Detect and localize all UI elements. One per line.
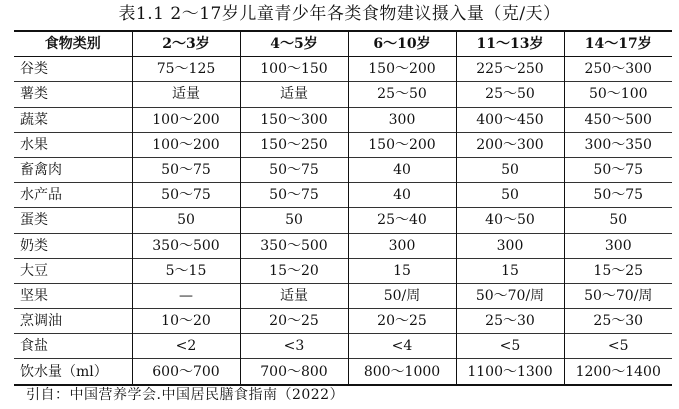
table-cell: 25～30 <box>564 309 672 334</box>
table-cell: 300 <box>348 107 456 132</box>
table-cell: 50 <box>456 157 564 182</box>
table-row <box>14 309 672 334</box>
table-cell: 20～25 <box>348 309 456 334</box>
table-cell: 40 <box>348 183 456 208</box>
table-cell: 15 <box>348 258 456 283</box>
table-cell: 50～75 <box>564 157 672 182</box>
table-cell: 50 <box>132 208 240 233</box>
table-cell: 700～800 <box>240 359 348 385</box>
table-cell: 1100～1300 <box>456 359 564 385</box>
table-cell: 250～300 <box>564 57 672 82</box>
table-cell: 适量 <box>240 82 348 107</box>
table-row <box>14 283 672 308</box>
table-cell: 50～100 <box>564 82 672 107</box>
table-cell: <2 <box>132 334 240 359</box>
header-food-category: 食物类别 <box>14 31 132 57</box>
table-cell: 300 <box>456 233 564 258</box>
table-cell: 300～350 <box>564 132 672 157</box>
table-cell: 25～50 <box>348 82 456 107</box>
header-age-14-17: 14～17岁 <box>564 31 672 57</box>
table-cell: 50～75 <box>132 157 240 182</box>
table-cell: 50 <box>456 183 564 208</box>
row-category: 烹调油 <box>14 309 132 334</box>
table-cell: 150～250 <box>240 132 348 157</box>
table-cell: 50 <box>564 208 672 233</box>
table-row <box>14 107 672 132</box>
table-cell: 25～40 <box>348 208 456 233</box>
table-cell: 600～700 <box>132 359 240 385</box>
table-row <box>14 334 672 359</box>
table-cell: 1200～1400 <box>564 359 672 385</box>
table-row <box>14 359 672 385</box>
table-cell: 100～150 <box>240 57 348 82</box>
table-cell: 20～25 <box>240 309 348 334</box>
table-row <box>14 132 672 157</box>
row-category: 谷类 <box>14 57 132 82</box>
table-cell: 40～50 <box>456 208 564 233</box>
table-cell: 150～200 <box>348 132 456 157</box>
table-cell: <5 <box>456 334 564 359</box>
table-cell: 50～75 <box>240 183 348 208</box>
table-cell: 10～20 <box>132 309 240 334</box>
table-row <box>14 82 672 107</box>
row-category: 坚果 <box>14 283 132 308</box>
table-cell: 75～125 <box>132 57 240 82</box>
table-cell: 适量 <box>240 283 348 308</box>
table-cell: 100～200 <box>132 132 240 157</box>
table-row <box>14 183 672 208</box>
table-cell: <4 <box>348 334 456 359</box>
table-cell: 50 <box>240 208 348 233</box>
table-cell: 25～50 <box>456 82 564 107</box>
table-cell: 25～30 <box>456 309 564 334</box>
header-age-4-5: 4～5岁 <box>240 31 348 57</box>
table-cell: 50/周 <box>348 283 456 308</box>
table-cell: 适量 <box>132 82 240 107</box>
table-cell: <5 <box>564 334 672 359</box>
table-row <box>14 258 672 283</box>
table-cell: 300 <box>564 233 672 258</box>
table-row <box>14 57 672 82</box>
table-header-row <box>14 31 672 57</box>
table-cell: 300 <box>348 233 456 258</box>
table-cell: 100～200 <box>132 107 240 132</box>
row-category: 水果 <box>14 132 132 157</box>
source-citation: 引自：中国营养学会.中国居民膳食指南（2022） <box>26 387 345 403</box>
row-category: 畜禽肉 <box>14 157 132 182</box>
table-cell: 40 <box>348 157 456 182</box>
table-cell: 15～20 <box>240 258 348 283</box>
table-cell: 15 <box>456 258 564 283</box>
header-age-11-13: 11～13岁 <box>456 31 564 57</box>
food-intake-table <box>14 30 672 386</box>
table-cell: — <box>132 283 240 308</box>
table-caption: 表1.1 2～17岁儿童青少年各类食物建议摄入量（克/天） <box>118 4 561 24</box>
table-row <box>14 208 672 233</box>
table-cell: 450～500 <box>564 107 672 132</box>
table-cell: 350～500 <box>132 233 240 258</box>
header-age-6-10: 6～10岁 <box>348 31 456 57</box>
table-cell: 800～1000 <box>348 359 456 385</box>
table-cell: 50～70/周 <box>456 283 564 308</box>
table-cell: 225～250 <box>456 57 564 82</box>
table-cell: 150～200 <box>348 57 456 82</box>
table-cell: 15～25 <box>564 258 672 283</box>
table-row <box>14 157 672 182</box>
table-cell: 350～500 <box>240 233 348 258</box>
table-row <box>14 233 672 258</box>
header-age-2-3: 2～3岁 <box>132 31 240 57</box>
row-category: 水产品 <box>14 183 132 208</box>
row-category: 蔬菜 <box>14 107 132 132</box>
row-category: 奶类 <box>14 233 132 258</box>
table-cell: 50～75 <box>132 183 240 208</box>
row-category: 蛋类 <box>14 208 132 233</box>
table-cell: 50～70/周 <box>564 283 672 308</box>
table-cell: <3 <box>240 334 348 359</box>
table-cell: 5～15 <box>132 258 240 283</box>
row-category: 大豆 <box>14 258 132 283</box>
table-cell: 50～75 <box>240 157 348 182</box>
table-cell: 150～300 <box>240 107 348 132</box>
table-cell: 400～450 <box>456 107 564 132</box>
row-category: 食盐 <box>14 334 132 359</box>
row-category: 薯类 <box>14 82 132 107</box>
table-cell: 200～300 <box>456 132 564 157</box>
table-cell: 50～75 <box>564 183 672 208</box>
row-category: 饮水量（ml） <box>14 359 132 385</box>
